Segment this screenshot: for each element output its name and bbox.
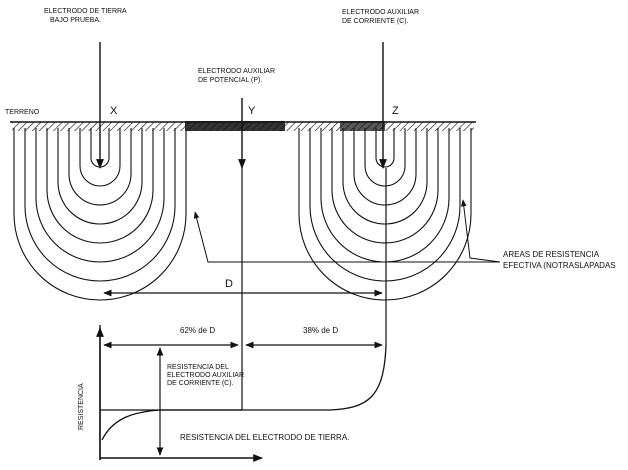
resistance-ring <box>376 128 394 167</box>
effective-areas-label-line-2: EFECTIVA (NOTRASLAPADAS <box>503 260 616 270</box>
terrain-label: TERRENO <box>5 109 40 116</box>
test-electrode-label-line-2: BAJO PRUEBA. <box>50 17 101 25</box>
current-resistance-label-line-2: ELECTRODO AUXILIAR <box>167 372 245 380</box>
potential-electrode-label-line-2: DE POTENCIAL (P). <box>198 77 263 85</box>
point-x-label: X <box>110 105 118 117</box>
effective-area-leaders <box>195 200 500 262</box>
effective-areas-label <box>503 250 616 272</box>
resistance-ring <box>321 128 449 262</box>
test-electrode-label-line-1: ELECTRODO DE TIERRA <box>44 8 127 15</box>
effective-areas-label-line-1: AREAS DE RESISTENCIA <box>503 250 600 259</box>
current-resistance-label-line-3: DE CORRIENTE (C). <box>167 380 234 388</box>
percent-38-label: 38% de D <box>303 326 339 335</box>
resistance-curve <box>102 345 386 440</box>
potential-electrode-label-line-1: ELECTRODO AUXILIAR <box>198 68 276 75</box>
resistance-ring <box>365 128 405 186</box>
current-resistance-label <box>167 364 244 388</box>
resistance-ring <box>343 128 427 224</box>
current-electrode-label <box>342 8 419 27</box>
distance-d-label: D <box>225 278 233 290</box>
point-y-label: Y <box>248 105 256 117</box>
test-electrode-label <box>44 7 127 26</box>
resistance-area-current-electrode <box>299 128 471 300</box>
point-z-label: Z <box>392 105 399 117</box>
current-electrode-label-line-2: DE CORRIENTE (C). <box>342 18 409 26</box>
resistance-ring <box>299 128 471 300</box>
current-resistance-label-line-1: RESISTENCIA DEL <box>167 364 229 371</box>
percent-62-label: 62% de D <box>180 326 216 335</box>
ground-resistance-label: RESISTENCIA DEL ELECTRODO DE TIERRA. <box>180 433 350 442</box>
potential-electrode-label <box>198 67 275 86</box>
current-electrode-label-line-1: ELECTRODO AUXILIAR <box>342 9 420 16</box>
y-axis-label: RESISTENCIA <box>78 383 85 430</box>
